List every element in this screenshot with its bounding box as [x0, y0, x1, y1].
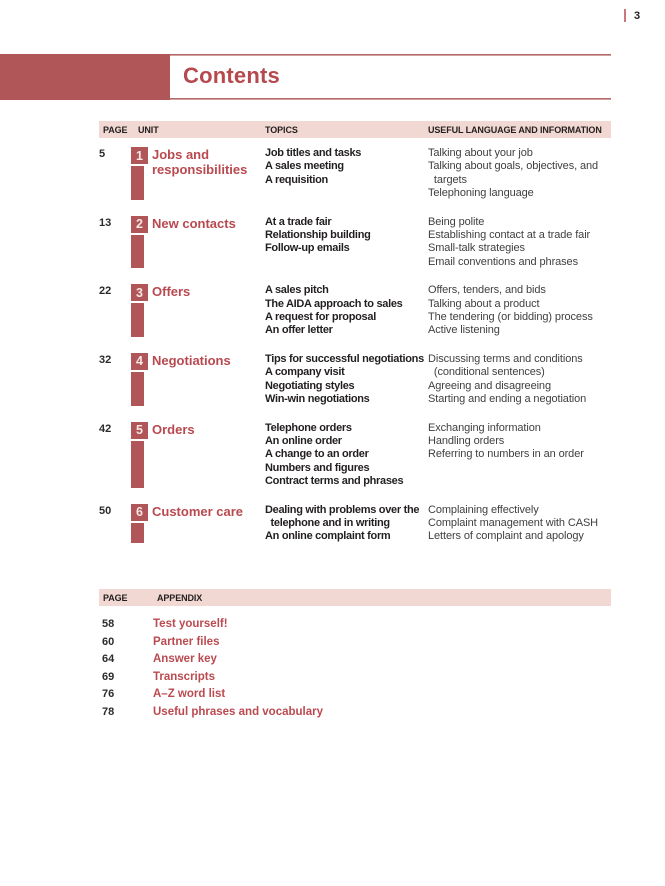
unit-row — [99, 422, 611, 489]
useful-language-line: Talking about a product — [428, 297, 540, 310]
useful-language-line: Complaint management with CASH — [428, 516, 599, 529]
useful-language-line: Talking about goals, objectives, and — [428, 160, 599, 173]
topic-line: A company visit — [265, 366, 345, 379]
useful-language-line: Discussing terms and conditions — [428, 352, 583, 365]
table-header-row — [99, 121, 611, 138]
useful-language-line: Letters of complaint and apology — [428, 530, 584, 543]
topic-line: At a trade fair — [265, 215, 332, 228]
topic-line: Contract terms and phrases — [265, 475, 404, 488]
unit-number-badge: 1 — [131, 147, 148, 164]
unit-color-bar — [131, 166, 144, 200]
topic-line: A change to an order — [265, 448, 369, 461]
topic-line: Win-win negotiations — [265, 393, 370, 406]
appendix-row — [99, 686, 611, 704]
appendix-row — [99, 616, 611, 634]
unit-cell — [131, 216, 265, 270]
unit-useful-language — [428, 504, 611, 544]
useful-language-line: (conditional sentences) — [428, 366, 545, 379]
unit-title: Jobs and responsibilities — [152, 147, 248, 177]
unit-number-badge: 2 — [131, 216, 148, 233]
useful-language-line: The tendering (or bidding) process — [428, 311, 593, 324]
unit-page-number: 22 — [99, 285, 112, 298]
appendix-row — [99, 634, 611, 652]
unit-page-number: 50 — [99, 504, 112, 517]
appendix-item-label: Partner files — [153, 635, 220, 648]
useful-language-line: Referring to numbers in an order — [428, 448, 584, 461]
unit-cell — [131, 284, 265, 338]
unit-cell — [131, 504, 265, 544]
header-page: PAGE — [103, 124, 128, 135]
topic-line: A sales meeting — [265, 160, 344, 173]
appendix-rows — [99, 616, 611, 721]
topic-line: The AIDA approach to sales — [265, 297, 403, 310]
useful-language-line: targets — [428, 173, 467, 186]
unit-row — [99, 353, 611, 407]
unit-page-number: 42 — [99, 422, 112, 435]
unit-page-number: 32 — [99, 353, 112, 366]
unit-topics — [265, 422, 428, 489]
useful-language-line: Email conventions and phrases — [428, 255, 578, 268]
topic-line: Telephone orders — [265, 421, 352, 434]
unit-page-number: 5 — [99, 148, 106, 160]
unit-title: Negotiations — [152, 352, 231, 368]
unit-row — [99, 216, 611, 270]
useful-language-line: Active listening — [428, 324, 500, 337]
topic-line: An online order — [265, 434, 342, 447]
unit-cell — [131, 147, 265, 201]
unit-page-number: 13 — [99, 216, 112, 229]
page-number-tick — [624, 9, 626, 22]
unit-useful-language — [428, 147, 611, 201]
topic-line: An offer letter — [265, 324, 333, 337]
page-number: 3 — [634, 9, 641, 22]
unit-color-bar — [131, 441, 144, 488]
unit-number-badge: 5 — [131, 422, 148, 439]
appendix-item-label: Answer key — [153, 653, 217, 665]
unit-rows — [99, 147, 611, 544]
unit-number-badge: 6 — [131, 504, 148, 521]
useful-language-line: Complaining effectively — [428, 503, 539, 516]
topic-line: A request for proposal — [265, 311, 376, 324]
unit-topics — [265, 284, 428, 338]
useful-language-line: Starting and ending a negotiation — [428, 393, 587, 406]
useful-language-line: Being polite — [428, 215, 485, 228]
appendix-row — [99, 651, 611, 669]
useful-language-line: Offers, tenders, and bids — [428, 284, 546, 297]
unit-color-bar — [131, 372, 144, 406]
appendix-page-number: 76 — [102, 688, 115, 700]
appendix-row — [99, 669, 611, 687]
unit-title: Orders — [152, 421, 195, 437]
unit-color-bar — [131, 303, 144, 337]
page-title: Contents — [183, 63, 280, 88]
appendix-header-label: APPENDIX — [157, 592, 203, 603]
unit-title: Customer care — [152, 503, 244, 519]
unit-color-bar — [131, 235, 144, 269]
appendix-item-label: A–Z word list — [153, 688, 226, 700]
header-useful-language: USEFUL LANGUAGE AND INFORMATION — [428, 124, 602, 135]
unit-useful-language — [428, 216, 611, 270]
topic-line: Dealing with problems over the — [265, 503, 420, 516]
appendix-page-number: 69 — [102, 670, 115, 683]
unit-topics — [265, 353, 428, 407]
appendix-page-number: 64 — [102, 653, 115, 665]
unit-row — [99, 147, 611, 201]
page-number-indicator — [624, 9, 640, 22]
unit-title: Offers — [152, 284, 191, 300]
topic-line: A sales pitch — [265, 284, 329, 297]
appendix-page-number: 58 — [102, 618, 115, 630]
appendix-item-label: Test yourself! — [153, 618, 228, 630]
useful-language-line: Telephoning language — [428, 187, 534, 200]
appendix-table — [99, 589, 611, 721]
unit-number-badge: 4 — [131, 353, 148, 370]
useful-language-line: Exchanging information — [428, 421, 541, 434]
header-unit: UNIT — [138, 124, 159, 135]
topic-line: Relationship building — [265, 229, 371, 242]
appendix-page-number: 60 — [102, 635, 115, 648]
header-topics: TOPICS — [265, 124, 298, 135]
unit-title: New contacts — [152, 215, 236, 231]
appendix-row — [99, 704, 611, 722]
unit-topics — [265, 147, 428, 201]
topic-line: An online complaint form — [265, 530, 391, 543]
appendix-item-label: Useful phrases and vocabulary — [153, 705, 324, 718]
unit-topics — [265, 216, 428, 270]
useful-language-line: Small-talk strategies — [428, 242, 525, 255]
appendix-page-number: 78 — [102, 705, 115, 718]
unit-color-bar — [131, 523, 144, 543]
topic-line: Follow-up emails — [265, 242, 350, 255]
topic-line: Job titles and tasks — [265, 147, 362, 159]
topic-line: Numbers and figures — [265, 461, 370, 474]
unit-useful-language — [428, 353, 611, 407]
useful-language-line: Establishing contact at a trade fair — [428, 229, 591, 242]
topic-line: Negotiating styles — [265, 379, 355, 392]
topic-line: Tips for successful negotiations — [265, 352, 424, 365]
unit-useful-language — [428, 422, 611, 489]
unit-topics — [265, 504, 428, 544]
banner-block — [0, 54, 170, 100]
unit-number-badge: 3 — [131, 284, 148, 301]
unit-cell — [131, 353, 265, 407]
appendix-header-page: PAGE — [103, 592, 128, 603]
topic-line: A requisition — [265, 173, 328, 186]
unit-useful-language — [428, 284, 611, 338]
appendix-header-row — [99, 589, 611, 606]
unit-row — [99, 284, 611, 338]
topic-line: telephone and in writing — [265, 516, 390, 529]
useful-language-line: Handling orders — [428, 434, 505, 447]
unit-cell — [131, 422, 265, 489]
useful-language-line: Talking about your job — [428, 147, 533, 159]
contents-table — [99, 121, 611, 559]
useful-language-line: Agreeing and disagreeing — [428, 379, 551, 392]
unit-row — [99, 504, 611, 544]
appendix-item-label: Transcripts — [153, 670, 215, 683]
